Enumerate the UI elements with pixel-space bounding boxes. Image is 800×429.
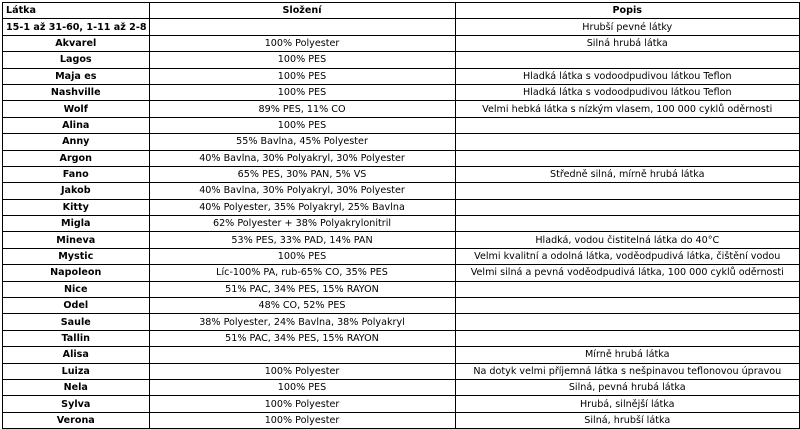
cell-popis: Hladká látka s vodoodpudivou látkou Teflon	[455, 84, 799, 100]
cell-slozeni	[149, 19, 455, 35]
cell-slozeni: 100% PES	[149, 248, 455, 264]
cell-slozeni: 40% Polyester, 35% Polyakryl, 25% Bavlna	[149, 199, 455, 215]
cell-slozeni: 65% PES, 30% PAN, 5% VS	[149, 166, 455, 182]
table-row	[3, 216, 800, 232]
cell-latka: 15-1 až 31-60, 1-11 až 2-8	[3, 19, 150, 35]
cell-slozeni: 100% Polyester	[149, 412, 455, 428]
cell-latka: Akvarel	[3, 35, 150, 51]
cell-slozeni: 100% PES	[149, 84, 455, 100]
cell-popis: Velmi kvalitní a odolná látka, voděodpudivá látka, čištění vodou	[455, 248, 799, 264]
cell-slozeni: 55% Bavlna, 45% Polyester	[149, 134, 455, 150]
table-row	[3, 248, 800, 264]
cell-slozeni: 40% Bavlna, 30% Polyakryl, 30% Polyester	[149, 150, 455, 166]
cell-popis	[455, 52, 799, 68]
table-row	[3, 379, 800, 395]
cell-latka: Lagos	[3, 52, 150, 68]
cell-slozeni: 89% PES, 11% CO	[149, 101, 455, 117]
cell-popis	[455, 150, 799, 166]
cell-latka: Fano	[3, 166, 150, 182]
cell-popis: Středně silná, mírně hrubá látka	[455, 166, 799, 182]
table-row	[3, 281, 800, 297]
cell-popis	[455, 183, 799, 199]
cell-latka: Migla	[3, 216, 150, 232]
cell-latka: Tallin	[3, 330, 150, 346]
cell-popis: Hladká, vodou čistitelná látka do 40°C	[455, 232, 799, 248]
cell-latka: Mineva	[3, 232, 150, 248]
fabric-table	[2, 2, 800, 429]
cell-latka: Anny	[3, 134, 150, 150]
cell-latka: Saule	[3, 314, 150, 330]
cell-popis	[455, 216, 799, 232]
cell-latka: Napoleon	[3, 265, 150, 281]
cell-latka: Mystic	[3, 248, 150, 264]
cell-slozeni: 53% PES, 33% PAD, 14% PAN	[149, 232, 455, 248]
table-row	[3, 330, 800, 346]
cell-latka: Wolf	[3, 101, 150, 117]
header-slozeni: Složení	[149, 3, 455, 19]
table-row	[3, 134, 800, 150]
cell-popis: Silná, hrubší látka	[455, 412, 799, 428]
table-row	[3, 298, 800, 314]
cell-latka: Argon	[3, 150, 150, 166]
cell-popis	[455, 281, 799, 297]
table-row	[3, 52, 800, 68]
cell-slozeni	[149, 347, 455, 363]
cell-slozeni: 100% PES	[149, 379, 455, 395]
cell-popis: Hrubá, silnější látka	[455, 396, 799, 412]
cell-slozeni: Líc-100% PA, rub-65% CO, 35% PES	[149, 265, 455, 281]
cell-popis: Na dotyk velmi příjemná látka s nešpinavou teflonovou úpravou	[455, 363, 799, 379]
cell-latka: Jakob	[3, 183, 150, 199]
table-row	[3, 19, 800, 35]
cell-popis: Silná hrubá látka	[455, 35, 799, 51]
cell-latka: Nashville	[3, 84, 150, 100]
cell-popis	[455, 199, 799, 215]
cell-slozeni: 100% PES	[149, 52, 455, 68]
table-row	[3, 68, 800, 84]
cell-popis	[455, 314, 799, 330]
cell-latka: Alisa	[3, 347, 150, 363]
cell-latka: Nice	[3, 281, 150, 297]
cell-popis: Velmi hebká látka s nízkým vlasem, 100 000 cyklů oděrnosti	[455, 101, 799, 117]
table-row	[3, 117, 800, 133]
table-row	[3, 150, 800, 166]
table-row	[3, 347, 800, 363]
table-row	[3, 199, 800, 215]
cell-popis: Hrubší pevné látky	[455, 19, 799, 35]
cell-popis	[455, 134, 799, 150]
cell-slozeni: 48% CO, 52% PES	[149, 298, 455, 314]
header-row	[3, 3, 800, 19]
cell-popis	[455, 298, 799, 314]
cell-slozeni: 100% Polyester	[149, 396, 455, 412]
cell-popis	[455, 117, 799, 133]
cell-slozeni: 62% Polyester + 38% Polyakrylonitril	[149, 216, 455, 232]
table-row	[3, 265, 800, 281]
table-row	[3, 35, 800, 51]
cell-latka: Kitty	[3, 199, 150, 215]
cell-popis: Hladká látka s vodoodpudivou látkou Teflon	[455, 68, 799, 84]
cell-popis: Velmi silná a pevná voděodpudivá látka, 100 000 cyklů oděrnosti	[455, 265, 799, 281]
table-row	[3, 396, 800, 412]
cell-latka: Luiza	[3, 363, 150, 379]
cell-latka: Sylva	[3, 396, 150, 412]
table-row	[3, 314, 800, 330]
cell-latka: Maja es	[3, 68, 150, 84]
cell-latka: Nela	[3, 379, 150, 395]
cell-slozeni: 51% PAC, 34% PES, 15% RAYON	[149, 281, 455, 297]
cell-slozeni: 38% Polyester, 24% Bavlna, 38% Polyakryl	[149, 314, 455, 330]
table-row	[3, 232, 800, 248]
table-row	[3, 363, 800, 379]
header-latka: Látka	[3, 3, 150, 19]
cell-popis	[455, 330, 799, 346]
cell-slozeni: 100% Polyester	[149, 363, 455, 379]
cell-popis: Silná, pevná hrubá látka	[455, 379, 799, 395]
cell-slozeni: 100% PES	[149, 117, 455, 133]
table-row	[3, 101, 800, 117]
table-row	[3, 183, 800, 199]
cell-latka: Verona	[3, 412, 150, 428]
cell-slozeni: 100% Polyester	[149, 35, 455, 51]
cell-slozeni: 51% PAC, 34% PES, 15% RAYON	[149, 330, 455, 346]
cell-slozeni: 100% PES	[149, 68, 455, 84]
cell-slozeni: 40% Bavlna, 30% Polyakryl, 30% Polyester	[149, 183, 455, 199]
cell-latka: Odel	[3, 298, 150, 314]
header-popis: Popis	[455, 3, 799, 19]
cell-latka: Alina	[3, 117, 150, 133]
cell-popis: Mírně hrubá látka	[455, 347, 799, 363]
table-row	[3, 412, 800, 428]
table-row	[3, 84, 800, 100]
table-row	[3, 166, 800, 182]
